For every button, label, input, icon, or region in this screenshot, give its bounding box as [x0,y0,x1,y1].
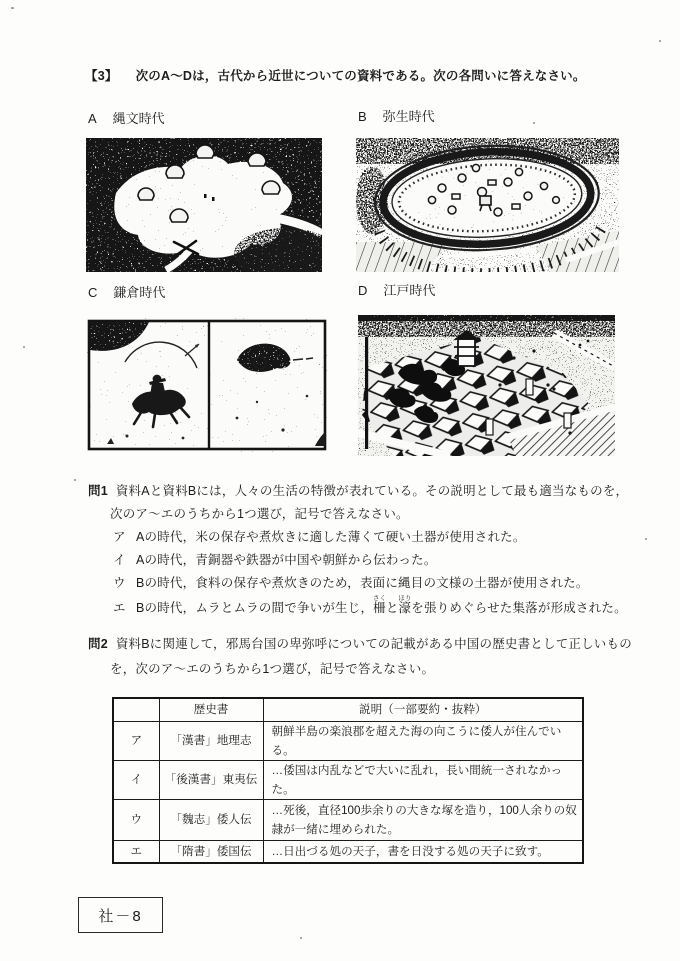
material-a-letter: A [88,111,97,126]
q1-choice-i [88,549,628,572]
scan-speck [23,346,25,348]
q1-line-1 [88,480,628,503]
col-header-mark [113,698,159,721]
material-d-letter: D [358,283,368,298]
scan-speck [300,937,302,939]
cell-book: 「魏志」倭人伝 [159,799,263,840]
material-c-image-kamakura-picture-scroll [87,318,327,452]
table-row-e [113,840,583,863]
cell-book: 「漢書」地理志 [159,721,263,760]
col-header-desc: 説明（一部要約・抜粋） [263,698,583,721]
scan-speck [74,479,76,481]
q1-choice-e-text [136,595,627,615]
section-number: 【3】 [85,69,118,83]
scan-speck [533,122,535,124]
section-instruction: 次のA～Dは，古代から近世についての資料である。次の各問いに答えなさい。 [135,69,586,83]
ruby-hori: 濠ほり [398,595,412,615]
material-c-letter: C [88,285,98,300]
cell-desc: …日出づる処の天子，書を日没する処の天子に致す。 [263,840,583,863]
material-a-label [88,110,165,128]
cell-desc: 朝鮮半島の楽浪郡を超えた海の向こうに倭人が住んでいる。 [263,721,583,760]
q1-choice-a-mark: ア [113,530,126,544]
q1-choice-e [88,595,628,618]
cell-mark: イ [113,760,159,799]
material-b-label [358,108,435,126]
col-header-book: 歴史書 [159,698,263,721]
q1-choice-i-text: Aの時代，青銅器や鉄器が中国や朝鮮から伝わった。 [136,553,437,567]
table-row-a [113,721,583,760]
cell-book: 「隋書」倭国伝 [159,840,263,863]
material-c-era: 鎌倉時代 [113,285,166,300]
ruby-saku: 柵さく [373,595,386,615]
material-d-era: 江戸時代 [383,283,436,298]
q1-choice-e-pre: Bの時代，ムラとムラの間で争いが生じ， [136,601,374,615]
material-a-image-jomon-village-aerial [86,138,322,272]
cell-book: 「後漢書」東夷伝 [159,760,263,799]
q1-text-1: 資料Aと資料Bには，人々の生活の特徴が表れている。その説明として最も適当なものを， [115,484,629,498]
cell-desc: …死後，直径100歩余りの大きな塚を造り，100人余りの奴隷が一緒に埋められた。 [263,799,583,840]
q2-text-1: 資料Bに関連して，邪馬台国の卑弥呼についての記載がある中国の歴史書として正しいもの [115,637,632,651]
material-c-label [88,284,165,302]
table-row-i [113,760,583,799]
material-a-era: 縄文時代 [112,111,165,126]
material-b-image-yayoi-moated-settlement [356,138,619,272]
material-b-letter: B [358,109,367,124]
q1-choice-a-text: Aの時代，米の保存や煮炊きに適した薄くて硬い土器が使用された。 [136,530,526,544]
cell-mark: ウ [113,799,159,840]
scan-speck [645,538,647,540]
q1-number: 問1 [88,484,108,498]
material-b-era: 弥生時代 [382,109,435,124]
cell-mark: ア [113,721,159,760]
cell-mark: エ [113,840,159,863]
q1-choice-e-post: を張りめぐらせた集落が形成された。 [411,601,627,615]
q1-choice-e-mark: エ [113,601,126,615]
q1-choice-u [88,572,628,595]
q2-line-2: を，次のア～エのうちから1つ選び，記号で答えなさい。 [110,662,435,676]
q1-choice-u-text: Bの時代，食料の保存や煮炊きのため，表面に縄目の文様の土器が使用された。 [136,576,589,590]
question-1 [88,480,628,618]
table-header-row [113,698,583,721]
page-number-label: 社－8 [98,907,143,925]
table-row-u [113,799,583,840]
material-d-label [358,282,435,300]
cell-desc: …倭国は内乱などで大いに乱れ，長い間統一されなかった。 [263,760,583,799]
q1-choice-e-mid: と [385,601,399,615]
q1-line-2: 次のア～エのうちから1つ選び，記号で答えなさい。 [110,507,409,521]
page-number-box [78,897,163,933]
q1-choice-a [88,526,628,549]
q2-line-1 [88,632,632,657]
scan-speck [659,40,661,42]
history-books-table [112,697,584,864]
q1-choice-i-mark: イ [113,553,126,567]
question-2 [88,632,632,682]
q1-choice-u-mark: ウ [113,576,126,590]
material-d-image-edo-castle-town [358,315,615,456]
scan-speck [11,7,14,9]
section-title [85,66,586,86]
q2-number: 問2 [88,637,108,651]
